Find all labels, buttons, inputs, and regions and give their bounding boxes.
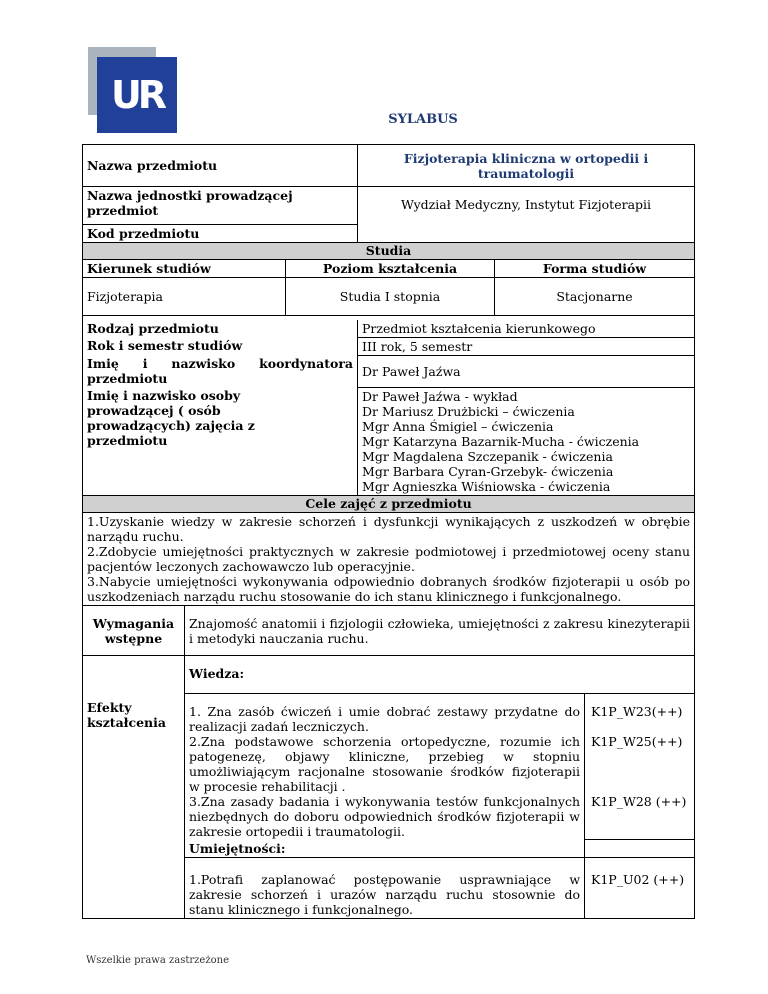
field-of-study-label: Kierunek studiów [83, 260, 286, 278]
teacher-item: Mgr Magdalena Szczepanik - ćwiczenia [362, 448, 613, 464]
skill-code: K1P_U02 (++) [591, 871, 685, 887]
requirements-label: Wymagania wstępne [83, 605, 185, 655]
studies-header: Studia [83, 243, 695, 260]
goal-item: 2.Zdobycie umiejętności praktycznych w zakresie podmiotowej i przedmiotowej oceny stanu pacjentów leczonych zachowawczo lub operacyjnie. [87, 543, 691, 574]
knowledge-code: K1P_W23(++) [591, 703, 683, 719]
year-label: Rok i semestr studiów [83, 337, 358, 355]
level-label: Poziom kształcenia [286, 260, 495, 278]
knowledge-code: K1P_W28 (++) [591, 793, 687, 809]
teachers-list [358, 387, 695, 495]
teacher-item: Mgr Anna Śmigiel – ćwiczenia [362, 418, 554, 434]
skill-codes [585, 857, 695, 918]
skill-item: 1.Potrafi zaplanować postępowanie usprawniające w zakresie schorzeń i urazów narządu ruchu stosownie do stanu klinicznego i funkcjonalnego. [189, 871, 581, 917]
course-type-label: Rodzaj przedmiotu [83, 320, 358, 338]
coordinator-value: Dr Paweł Jaźwa [358, 355, 695, 387]
teacher-item: Mgr Barbara Cyran-Grzebyk- ćwiczenia [362, 463, 614, 479]
skills-list [185, 857, 585, 918]
coordinator-label: Imię i nazwisko koordynatora przedmiotu [83, 355, 358, 387]
knowledge-item: 2.Zna podstawowe schorzenia ortopedyczne, rozumie ich patogenezę, objawy kliniczne, przebieg w stopniu umożliwiającym racjonalne stosowanie środków fizjoterapii w procesie rehabilitacji . [189, 733, 581, 794]
level-value: Studia I stopnia [286, 278, 495, 316]
form-label: Forma studiów [495, 260, 695, 278]
goals-list [83, 512, 695, 605]
field-of-study-value: Fizjoterapia [83, 278, 286, 316]
logo-text: UR [110, 73, 164, 117]
knowledge-item: 1. Zna zasób ćwiczeń i umie dobrać zestawy przydatne do realizacji zadań leczniczych. [189, 703, 581, 734]
teacher-item: Mgr Agnieszka Wiśniowska - ćwiczenia [362, 478, 611, 494]
syllabus-table [82, 144, 695, 919]
teacher-item: Dr Mariusz Drużbicki – ćwiczenia [362, 403, 575, 419]
knowledge-codes [585, 693, 695, 840]
skills-header: Umiejętności: [185, 840, 585, 858]
teachers-label: Imię i nazwisko osoby prowadzącej ( osób prowadzących) zajęcia z przedmiotu [83, 387, 358, 495]
document-title: SYLABUS [388, 112, 458, 127]
course-name-value: Fizjoterapia kliniczna w ortopedii i traumatologii [358, 145, 695, 187]
code-label: Kod przedmiotu [83, 225, 358, 243]
goals-header: Cele zajęć z przedmiotu [83, 495, 695, 512]
knowledge-item: 3.Zna zasady badania i wykonywania testów funkcjonalnych niezbędnych do doboru odpowiednich środków fizjoterapii w zakresie ortopedii i traumatologii. [189, 793, 581, 839]
teacher-item: Dr Paweł Jaźwa - wykład [362, 388, 518, 404]
outcomes-label: Efekty kształcenia [83, 655, 185, 918]
unit-label: Nazwa jednostki prowadzącej przedmiot [83, 187, 358, 225]
form-value: Stacjonarne [495, 278, 695, 316]
knowledge-code: K1P_W25(++) [591, 733, 683, 749]
goal-item: 1.Uzyskanie wiedzy w zakresie schorzeń i dysfunkcji wynikających z uszkodzeń w obrębie narządu ruchu. [87, 513, 691, 544]
course-name-label: Nazwa przedmiotu [83, 145, 358, 187]
course-type-value: Przedmiot kształcenia kierunkowego [358, 320, 695, 338]
footer-note: Wszelkie prawa zastrzeżone [86, 955, 229, 966]
teacher-item: Mgr Katarzyna Bazarnik-Mucha - ćwiczenia [362, 433, 640, 449]
unit-value: Wydział Medyczny, Instytut Fizjoterapii [358, 187, 695, 243]
year-value: III rok, 5 semestr [358, 337, 695, 355]
requirements-value: Znajomość anatomii i fizjologii człowieka, umiejętności z zakresu kinezyterapii i metodyki nauczania ruchu. [185, 605, 695, 655]
knowledge-header: Wiedza: [185, 655, 695, 693]
goal-item: 3.Nabycie umiejętności wykonywania odpowiednio dobranych środków fizjoterapii u osób po uszkodzeniach narządu ruchu stosowanie do ich stanu klinicznego i funkcjonalnego. [87, 573, 691, 604]
knowledge-list [185, 693, 585, 840]
